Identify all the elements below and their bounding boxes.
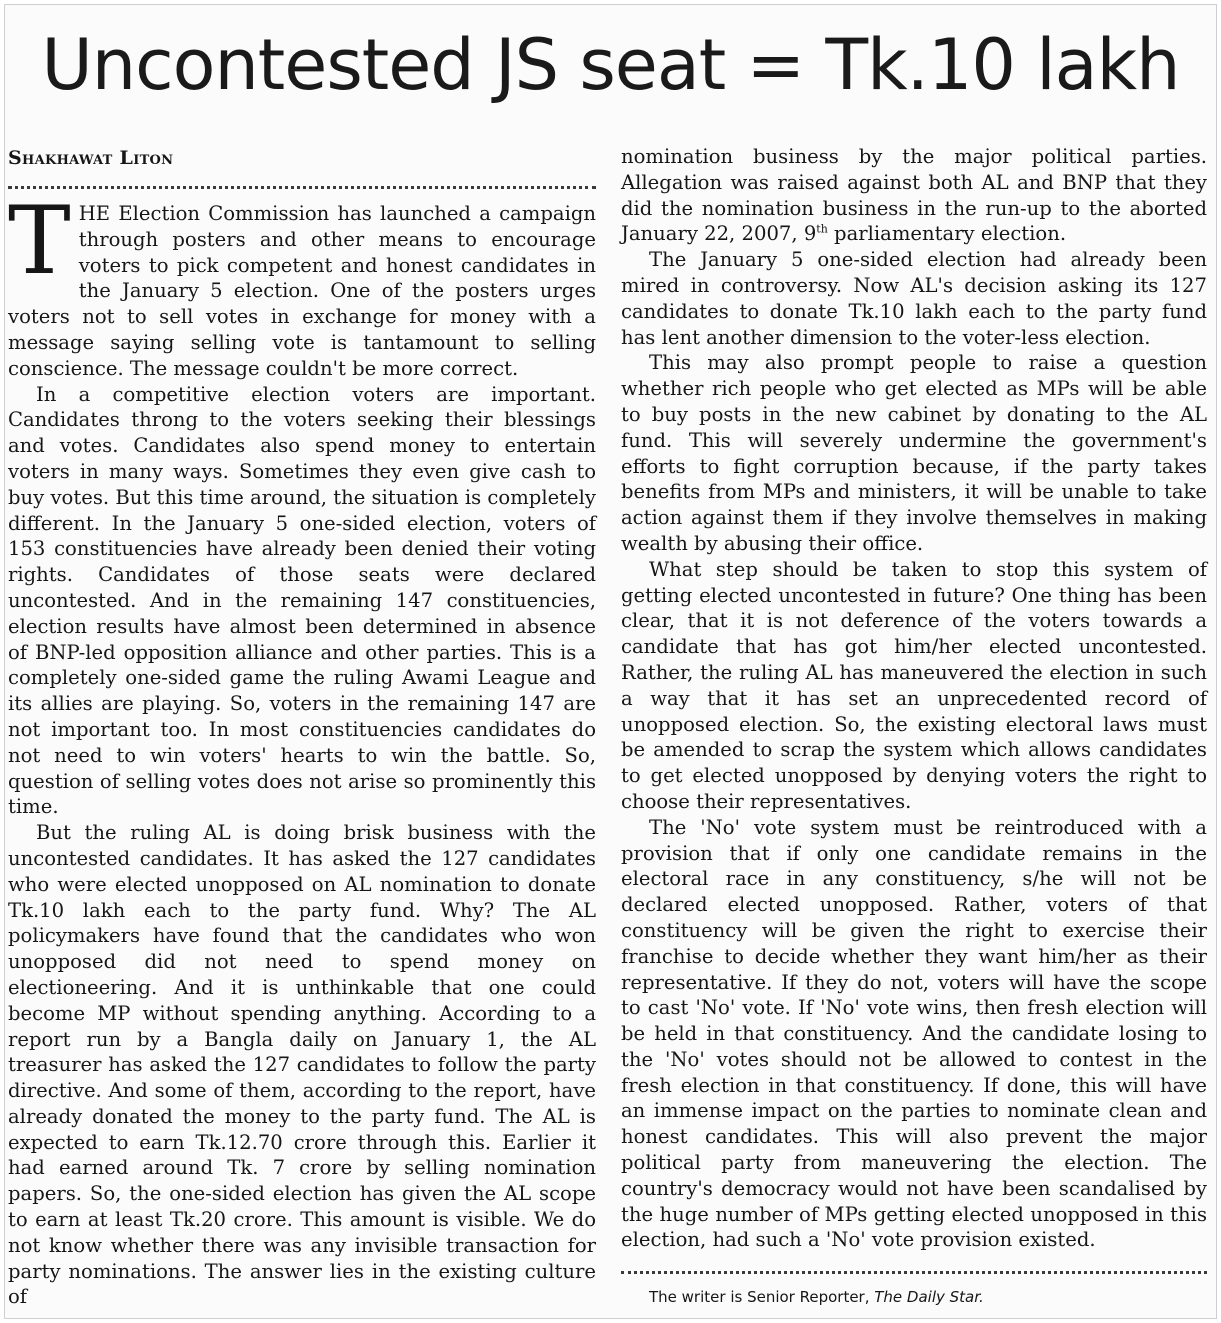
footer-divider-dotted: [621, 1271, 1207, 1274]
paragraph-3: But the ruling AL is doing brisk business with the uncontested candidates. It has asked the 127 candidates who were elected unopposed on AL nomination to donate Tk.10 lakh each to the party fund. Why? The AL policymakers have found that the candidates who won unopposed did not need to spend money on electioneering. And it is unthinkable that one could become MP without spending anything. According to a report run by a Bangla daily on January 1, the AL treasurer has asked the 127 candidates to follow the party directive. And some of them, according to the report, have already donated the money to the party fund. The AL is expected to earn Tk.12.70 crore through this. Earlier it had earned around Tk. 7 crore by selling nomination papers. So, the one-sided election has given the AL scope to earn at least Tk.20 crore. This amount is visible. We do not know whether there was any invisible transaction for party nominations. The answer lies in the existing culture of: [8, 821, 596, 1309]
paragraph-2: In a competitive election voters are important. Candidates throng to the voters seeking their blessings and votes. Candidates also spend money to entertain voters in many ways. Sometimes they even give cash to buy votes. But this time around, the situation is completely different. In the January 5 one-sided election, voters of 153 constituencies have already been denied their voting rights. Candidates of those seats were declared uncontested. And in the remaining 147 constituencies, election results have almost been determined in absence of BNP-led opposition alliance and other parties. This is a completely one-sided game the ruling Awami League and its allies are playing. So, voters in the remaining 147 are not important too. In most constituencies candidates do not need to win voters' hearts to win the battle. So, question of selling votes does not arise so prominently this time.: [8, 382, 596, 819]
superscript-th: th: [816, 222, 828, 236]
headline: Uncontested JS seat = Tk.10 lakh: [41, 24, 1180, 106]
continued-text-b: parliamentary election.: [827, 222, 1067, 246]
divider-dotted: [8, 186, 596, 189]
footnote-publication: The Daily Star.: [874, 1288, 984, 1307]
continued-text-a: nomination business by the major political parties. Allegation was raised against both AL and BNP that they did the nomination business in the run-up to the aborted January 22, 2007, 9: [621, 145, 1207, 246]
column-right: [621, 144, 1207, 1306]
author-footnote: [621, 1288, 1207, 1306]
paragraph-6: What step should be taken to stop this system of getting elected uncontested in future? One thing has been clear, that it is not deference of the voters towards a candidate that has got him/her elected uncontested. Rather, the ruling AL has maneuvered the election in such a way that it has set an unprecedented record of unopposed election. So, the existing electoral laws must be amended to scrap the system which allows candidates to get elected unopposed by denying voters the right to choose their representatives.: [621, 557, 1207, 813]
footnote-prefix: The writer is Senior Reporter,: [649, 1288, 875, 1307]
dropcap: T: [8, 187, 71, 296]
paragraph-lead: [8, 187, 596, 382]
paragraph-7: The 'No' vote system must be reintroduced with a provision that if only one candidate remains in the electoral race in any constituency, s/he will not be declared elected unopposed. Rather, voters of that constituency will be given the right to exercise their franchise to decide whether they want him/her as their representative. If they do not, voters will have the scope to cast 'No' vote. If 'No' vote wins, then fresh election will be held in that constituency. And the candidate losing to the 'No' votes should not be allowed to contest in the fresh election in that constituency. If done, this will have an immense impact on the parties to nominate clean and honest candidates. This will also prevent the major political party from maneuvering the election. The country's democracy would not have been scandalised by the huge number of MPs getting elected unopposed in this election, had such a 'No' vote provision existed.: [621, 815, 1207, 1252]
paragraph-5: This may also prompt people to raise a question whether rich people who get elected as MPs will be able to buy posts in the new cabinet by donating to the AL fund. This will severely undermine the government's efforts to fight corruption because, if the party takes benefits from MPs and ministers, it will be unable to take action against them if they involve themselves in making wealth by abusing their office.: [621, 351, 1207, 555]
lead-text: HE Election Commission has launched a campaign through posters and other means to encourage voters to pick competent and honest candidates in the January 5 election. One of the posters urges voters not to sell votes in exchange for money with a message saying selling vote is tantamount to selling conscience. The message couldn't be more correct.: [8, 202, 596, 380]
paragraph-3-continued: [621, 144, 1207, 247]
column-left: [8, 144, 596, 1310]
byline: Shakhawat Liton: [8, 147, 174, 169]
paragraph-4: The January 5 one-sided election had already been mired in controversy. Now AL's decision asking its 127 candidates to donate Tk.10 lakh each to the party fund has lent another dimension to the voter-less election.: [621, 248, 1207, 349]
